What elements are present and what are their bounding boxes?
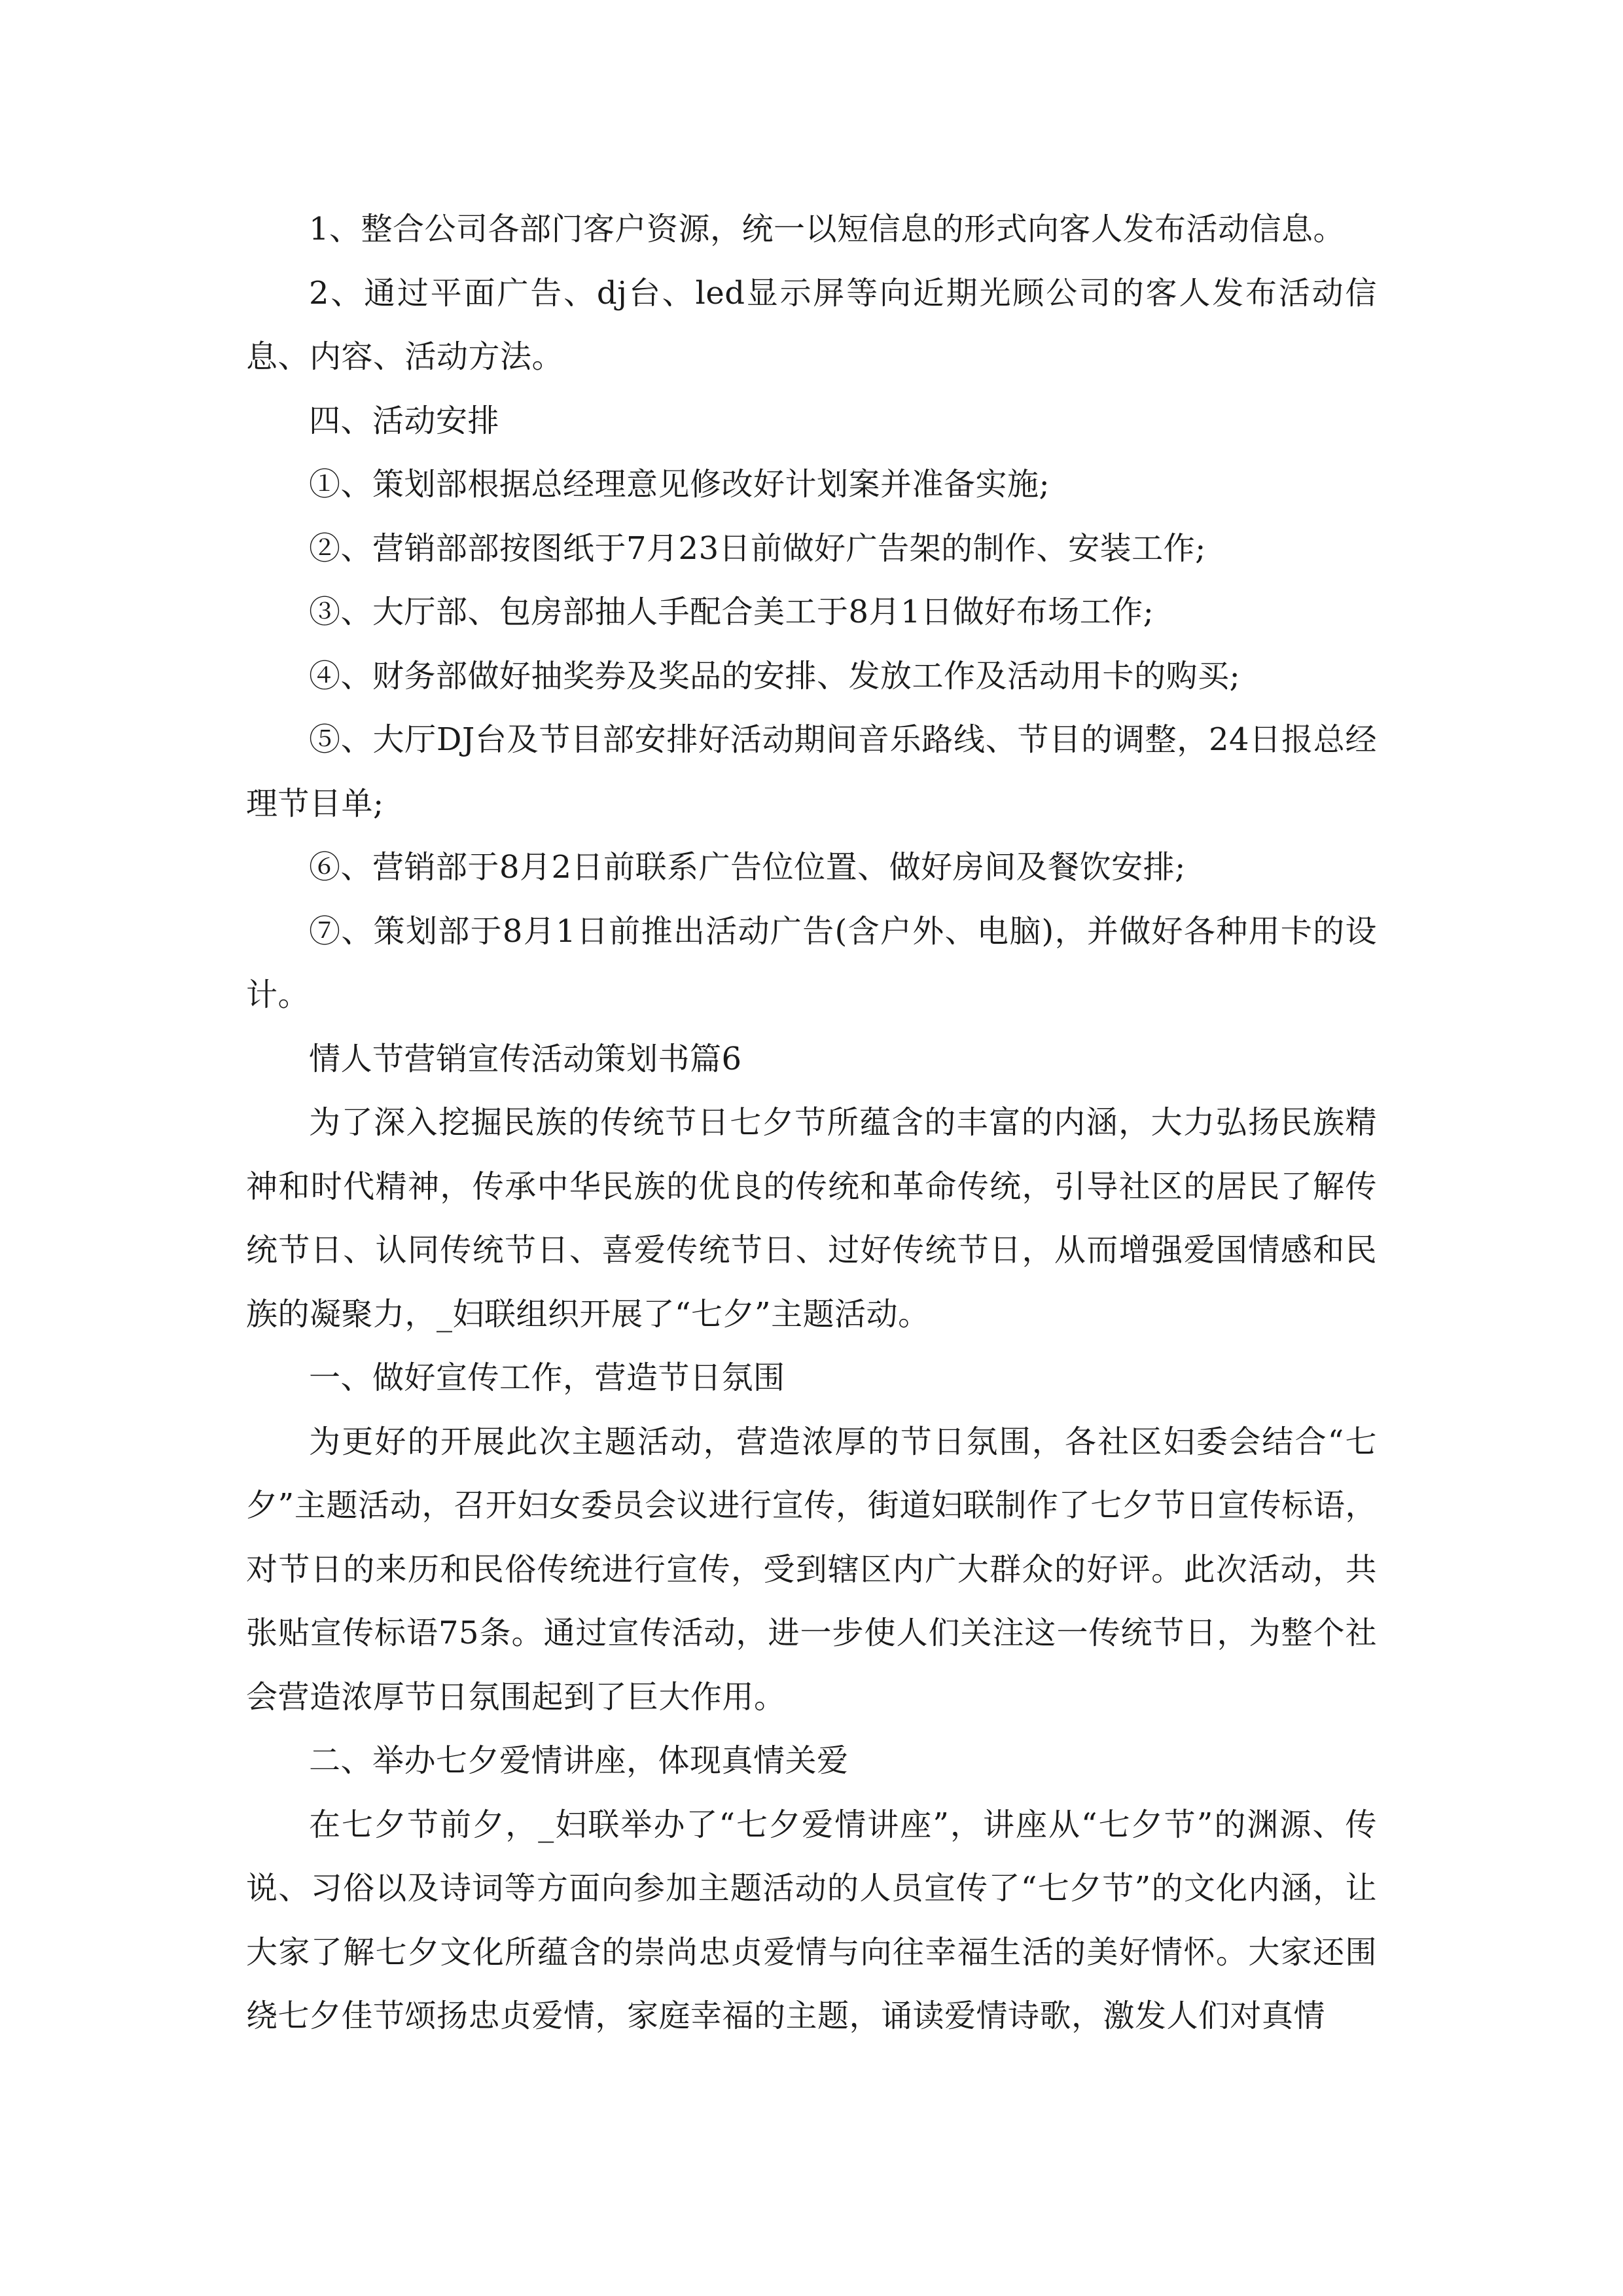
document-body [246, 198, 1377, 2049]
arrangement-item-3: ③、大厅部、包房部抽人手配合美工于8月1日做好布场工作; [309, 594, 1154, 630]
arrangement-item-1: ①、策划部根据总经理意见修改好计划案并准备实施; [309, 466, 1050, 503]
arrangement-item-5: ⑤、大厅DJ台及节目部安排好活动期间音乐路线、节目的调整，24日报总经理节目单; [246, 721, 1377, 822]
section-heading-love-lecture: 二、举办七夕爱情讲座，体现真情关爱 [309, 1742, 849, 1779]
article-title-part-6: 情人节营销宣传活动策划书篇6 [309, 1040, 742, 1077]
section-heading-activity-arrangement: 四、活动安排 [309, 402, 500, 439]
section-heading-publicity: 一、做好宣传工作，营造节日氛围 [309, 1359, 785, 1396]
arrangement-item-6: ⑥、营销部于8月2日前联系广告位位置、做好房间及餐饮安排; [309, 849, 1186, 886]
paragraph-lecture-details: 在七夕节前夕，_妇联举办了“七夕爱情讲座”，讲座从“七夕节”的渊源、传说、习俗以及诗词等方面向参加主题活动的人员宣传了“七夕节”的文化内涵，让大家了解七夕文化所蕴含的崇尚忠贞爱情与向往幸福生活的美好情怀。大家还围绕七夕佳节颂扬忠贞爱情，家庭幸福的主题，诵读爱情诗歌，激发人们对真情 [246, 1806, 1377, 2034]
paragraph-advertising-channels: 2、通过平面广告、dj台、led显示屏等向近期光顾公司的客人发布活动信息、内容、活动方法。 [246, 274, 1377, 375]
arrangement-item-2: ②、营销部部按图纸于7月23日前做好广告架的制作、安装工作; [309, 529, 1206, 567]
arrangement-item-7: ⑦、策划部于8月1日前推出活动广告(含户外、电脑)，并做好各种用卡的设计。 [246, 912, 1377, 1013]
paragraph-sms-notice: 1、整合公司各部门客户资源，统一以短信息的形式向客人发布活动信息。 [309, 211, 1346, 247]
paragraph-qixi-introduction: 为了深入挖掘民族的传统节日七夕节所蕴含的丰富的内涵，大力弘扬民族精神和时代精神，传承中华民族的优良的传统和革命传统，引导社区的居民了解传统节日、认同传统节日、喜爱传统节日、过好传统节日，从而增强爱国情感和民族的凝聚力，_妇联组织开展了“七夕”主题活动。 [246, 1104, 1377, 1333]
paragraph-publicity-details: 为更好的开展此次主题活动，营造浓厚的节日氛围，各社区妇委会结合“七夕”主题活动，召开妇女委员会议进行宣传，街道妇联制作了七夕节日宣传标语，对节日的来历和民俗传统进行宣传，受到辖区内广大群众的好评。此次活动，共张贴宣传标语75条。通过宣传活动，进一步使人们关注这一传统节日，为整个社会营造浓厚节日氛围起到了巨大作用。 [246, 1423, 1377, 1715]
arrangement-item-4: ④、财务部做好抽奖券及奖品的安排、发放工作及活动用卡的购买; [309, 657, 1241, 694]
